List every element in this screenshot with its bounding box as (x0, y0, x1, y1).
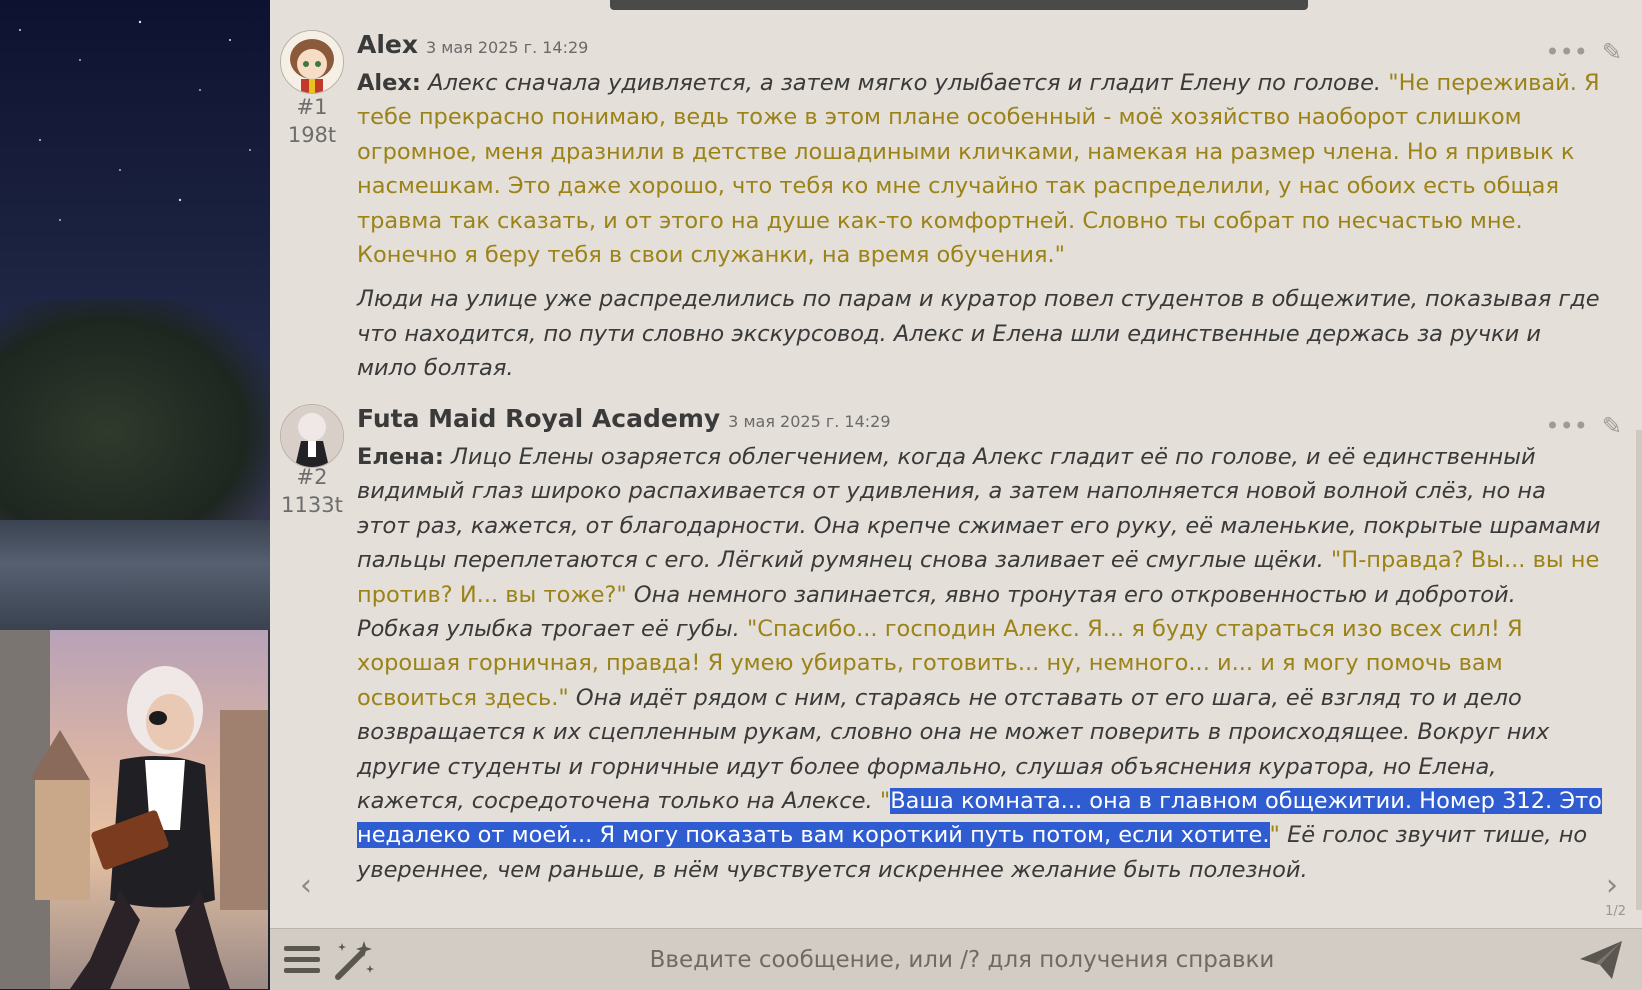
narration: Её голос звучит тише, но увереннее, чем раньше, в нём чувствуется искреннее желание быть полезной. (357, 822, 1588, 883)
pencil-icon[interactable]: ✎ (1601, 38, 1622, 66)
narration: Она идёт рядом с ним, стараясь не отставать от его шага, её взгляд то и дело возвращается к их сцепленным рукам, словно она не может поверить в происходящее. Вокруг них другие студенты и горничные идут более формально, слушая объяснения куратора, но Елена, кажется, сосредоточена только на Алексе. (357, 684, 1550, 815)
character-name[interactable]: Alex (357, 30, 418, 59)
character-portrait (0, 630, 268, 989)
message-tools (1545, 412, 1622, 440)
magic-wand-icon[interactable] (330, 937, 376, 987)
timestamp: 3 мая 2025 г. 14:29 (728, 412, 891, 431)
hill-silhouette (0, 300, 270, 520)
message-input[interactable] (380, 935, 1544, 985)
ellipsis-icon[interactable]: ••• (1545, 38, 1588, 66)
swipe-counter: 1/2 (1605, 904, 1626, 919)
quote-mark: " (1269, 822, 1280, 849)
dialogue-quote: "П-правда? Вы... вы не против? И... вы тоже?" (357, 547, 1600, 608)
pencil-icon[interactable]: ✎ (1601, 412, 1622, 440)
token-count: 1133t (281, 493, 343, 517)
starry-sky (0, 0, 270, 300)
ellipsis-icon[interactable]: ••• (1545, 412, 1588, 440)
token-count: 198t (287, 123, 337, 147)
speaker-label: Alex: (357, 70, 421, 96)
message-header (357, 30, 588, 66)
swipe-left-button[interactable]: ‹ (300, 868, 312, 903)
speaker-label: Елена: (357, 444, 444, 470)
top-bar-handle (610, 0, 1308, 10)
narration: Алекс сначала удивляется, а затем мягко улыбается и гладит Елену по голове. (428, 70, 1382, 96)
narration: Она немного запинается, явно тронутая его откровенностью и добротой. Робкая улыбка трогает её губы. (357, 581, 1516, 643)
message-tools (1545, 38, 1622, 66)
shoreline (0, 520, 270, 630)
input-bar (270, 928, 1642, 990)
avatar[interactable] (280, 404, 344, 468)
narration: Люди на улице уже распределились по парам и куратор повел студентов в общежитие, показывая где что находится, по пути словно экскурсовод. Алекс и Елена шли единственные держась за ручки и мило болтая. (357, 286, 1600, 382)
avatar[interactable] (280, 30, 344, 94)
message-text (357, 66, 1602, 396)
scrollbar[interactable] (1636, 430, 1642, 910)
timestamp: 3 мая 2025 г. 14:29 (426, 38, 589, 57)
quote-mark: " (879, 788, 891, 815)
selected-text[interactable]: Ваша комната... она в главном общежитии. Номер 312. Это недалеко от моей... Я могу показать вам короткий путь потом, если хотите. (357, 788, 1602, 849)
chat-panel (270, 0, 1642, 928)
character-name[interactable]: Futa Maid Royal Academy (357, 404, 721, 433)
paper-plane-icon[interactable] (1578, 937, 1624, 987)
message-text (357, 440, 1602, 897)
swipe-right-button[interactable]: › (1606, 868, 1618, 903)
message-header (357, 404, 891, 440)
narration: Лицо Елены озаряется облегчением, когда Алекс гладит её по голове, и её единственный видимый глаз широко распахивается от удивления, а затем наполняется новой волной слёз, но на этот раз, кажется, от благодарности. Она крепче сжимает его руку, её маленькие, покрытые шрамами пальцы переплетаются с его. Лёгкий румянец снова заливает её смуглые щёки. (357, 444, 1601, 574)
message-id: #1 (296, 95, 328, 119)
dialogue-quote: "Спасибо... господин Алекс. Я... я буду стараться изо всех сил! Я хорошая горничная, правда! Я умею убирать, готовить... ну, немного... и... и я могу помочь вам освоиться здесь." (357, 616, 1523, 711)
hamburger-icon[interactable] (282, 939, 322, 983)
dialogue-quote: "Не переживай. Я тебе прекрасно понимаю, ведь тоже в этом плане особенный - моё хозяйство наоборот слишком огромное, меня дразнили в детстве лошадиными кличками, намекая на размер члена. Но я привык к насмешкам. Это даже хорошо, что тебя ко мне случайно так распределили, у нас обоих есть общая травма так сказать, и от этого на душе как-то комфортней. Словно ты собрат по несчастью мне. Конечно я беру тебя в свои служанки, на время обучения." (357, 70, 1600, 269)
message-id: #2 (296, 465, 328, 489)
